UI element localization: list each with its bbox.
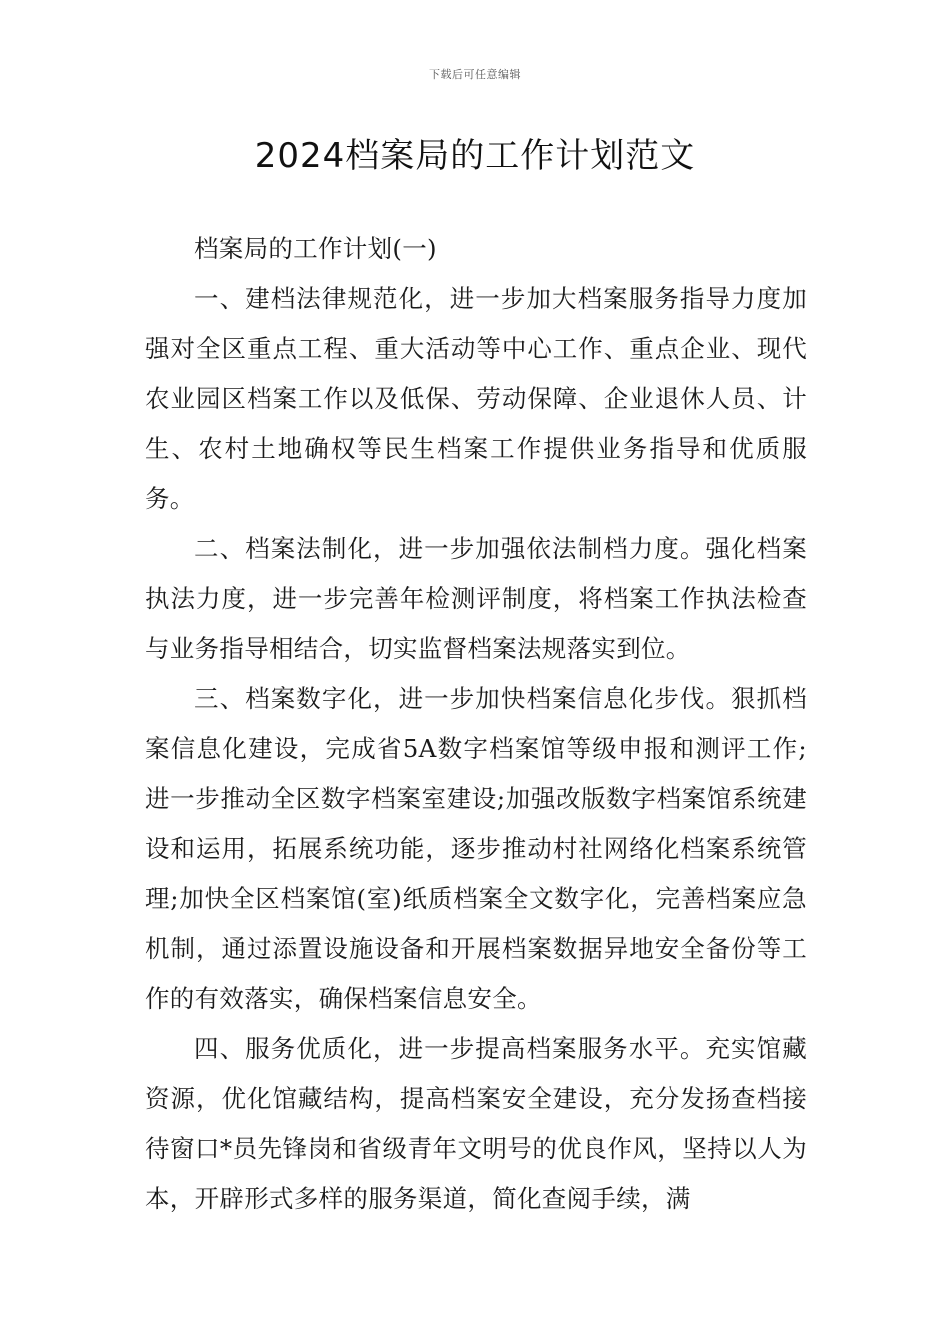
paragraph-3: 三、档案数字化，进一步加快档案信息化步伐。狠抓档案信息化建设，完成省5A数字档案馆等级申报和测评工作;进一步推动全区数字档案室建设;加强改版数字档案馆系统建设和运用，拓展系统功能，逐步推动村社网络化档案系统管理;加快全区档案馆(室)纸质档案全文数字化，完善档案应急机制，通过添置设施设备和开展档案数据异地安全备份等工作的有效落实，确保档案信息安全。 <box>145 684 807 1013</box>
document-body <box>145 224 807 1224</box>
paragraph-1: 一、建档法律规范化，进一步加大档案服务指导力度加强对全区重点工程、重大活动等中心工作、重点企业、现代农业园区档案工作以及低保、劳动保障、企业退休人员、计生、农村土地确权等民生档案工作提供业务指导和优质服务。 <box>145 284 807 513</box>
header-note: 下载后可任意编辑 <box>429 68 521 81</box>
paragraph-4: 四、服务优质化，进一步提高档案服务水平。充实馆藏资源，优化馆藏结构，提高档案安全建设，充分发扬查档接待窗口*员先锋岗和省级青年文明号的优良作风，坚持以人为本，开辟形式多样的服务渠道，简化查阅手续，满 <box>145 1034 807 1213</box>
document-title: 2024档案局的工作计划范文 <box>254 136 696 176</box>
section-heading: 档案局的工作计划(一) <box>194 234 437 263</box>
paragraph-2: 二、档案法制化，进一步加强依法制档力度。强化档案执法力度，进一步完善年检测评制度，将档案工作执法检查与业务指导相结合，切实监督档案法规落实到位。 <box>145 534 807 663</box>
